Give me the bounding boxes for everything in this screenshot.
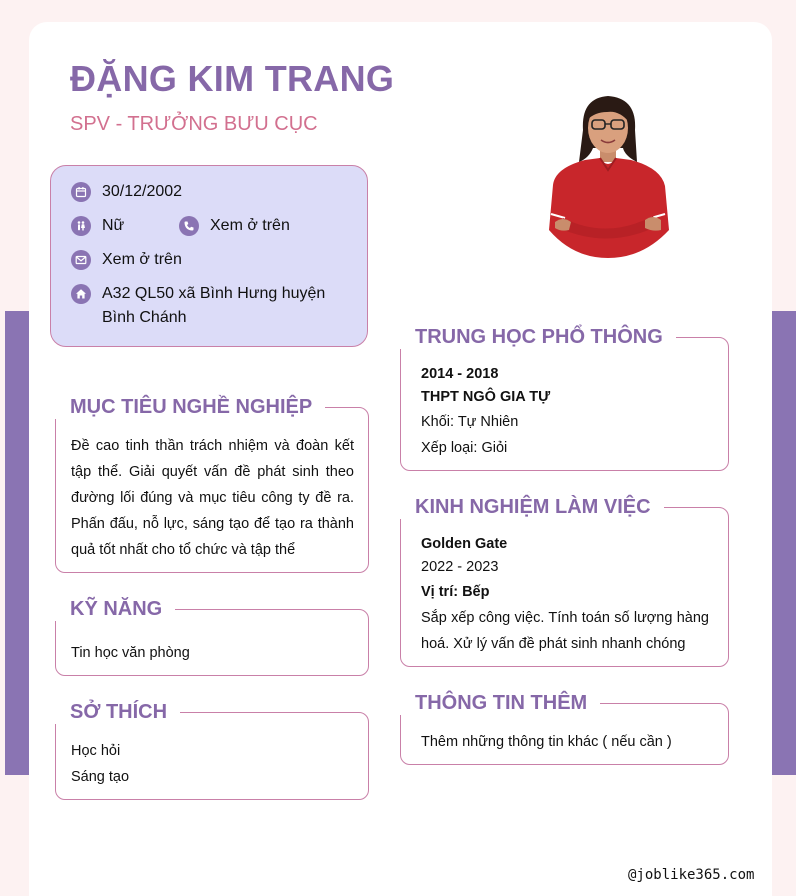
calendar-icon [71,182,91,202]
birthday-row [71,182,182,204]
education-period: 2014 - 2018 [421,366,499,382]
education-school: THPT NGÔ GIA TỰ [421,389,551,405]
gender-text: Nữ [102,217,125,234]
address-row [71,284,331,330]
hobby-item: Sáng tạo [71,769,130,785]
career-objective-text: Đề cao tinh thần trách nhiệm và đoàn kết tập thể. Giải quyết vấn đề phát sinh theo đường lối đúng và mục tiêu công ty đề ra. Phấn đấu, nỗ lực, sáng tạo để tạo ra thành quả tốt nhất cho tổ chức và tập thể [71,438,354,558]
skill-item: Tin học văn phòng [71,645,190,661]
side-band-right [772,311,796,775]
gender-row [71,216,124,238]
hobby-item: Học hỏi [71,743,121,759]
birthday-text: 30/12/2002 [102,183,183,200]
hobbies-title: SỞ THÍCH [55,700,180,724]
experience-role: Vị trí: Bếp [421,584,490,600]
mail-icon [71,250,91,270]
experience-description: Sắp xếp công việc. Tính toán số lượng hàng hoá. Xử lý vấn đề phát sinh nhanh chóng [421,610,709,652]
education-title: TRUNG HỌC PHỔ THÔNG [400,325,676,349]
additional-info-text: Thêm những thông tin khác ( nếu cần ) [421,734,672,750]
phone-text: Xem ở trên [210,217,290,234]
skills-title: KỸ NĂNG [55,597,175,621]
gender-icon [71,216,91,236]
career-objective-title: MỤC TIÊU NGHỀ NGHIỆP [55,395,325,419]
address-text: A32 QL50 xã Bình Hưng huyện Bình Chánh [102,285,326,326]
candidate-name: ĐẶNG KIM TRANG [70,58,395,99]
site-watermark: @joblike365.com [628,867,755,883]
experience-period: 2022 - 2023 [421,559,499,575]
experience-company: Golden Gate [421,536,508,552]
education-grade: Xếp loại: Giỏi [421,440,508,456]
phone-row [179,216,290,238]
experience-title: KINH NGHIỆM LÀM VIỆC [400,495,664,519]
additional-info-title: THÔNG TIN THÊM [400,691,600,715]
education-major: Khối: Tự Nhiên [421,414,519,430]
email-text: Xem ở trên [102,251,182,268]
candidate-position: SPV - TRƯỞNG BƯU CỤC [70,113,318,135]
side-band-left [5,311,29,775]
email-row [71,250,182,272]
profile-photo [545,90,671,260]
home-icon [71,284,91,304]
phone-icon [179,216,199,236]
